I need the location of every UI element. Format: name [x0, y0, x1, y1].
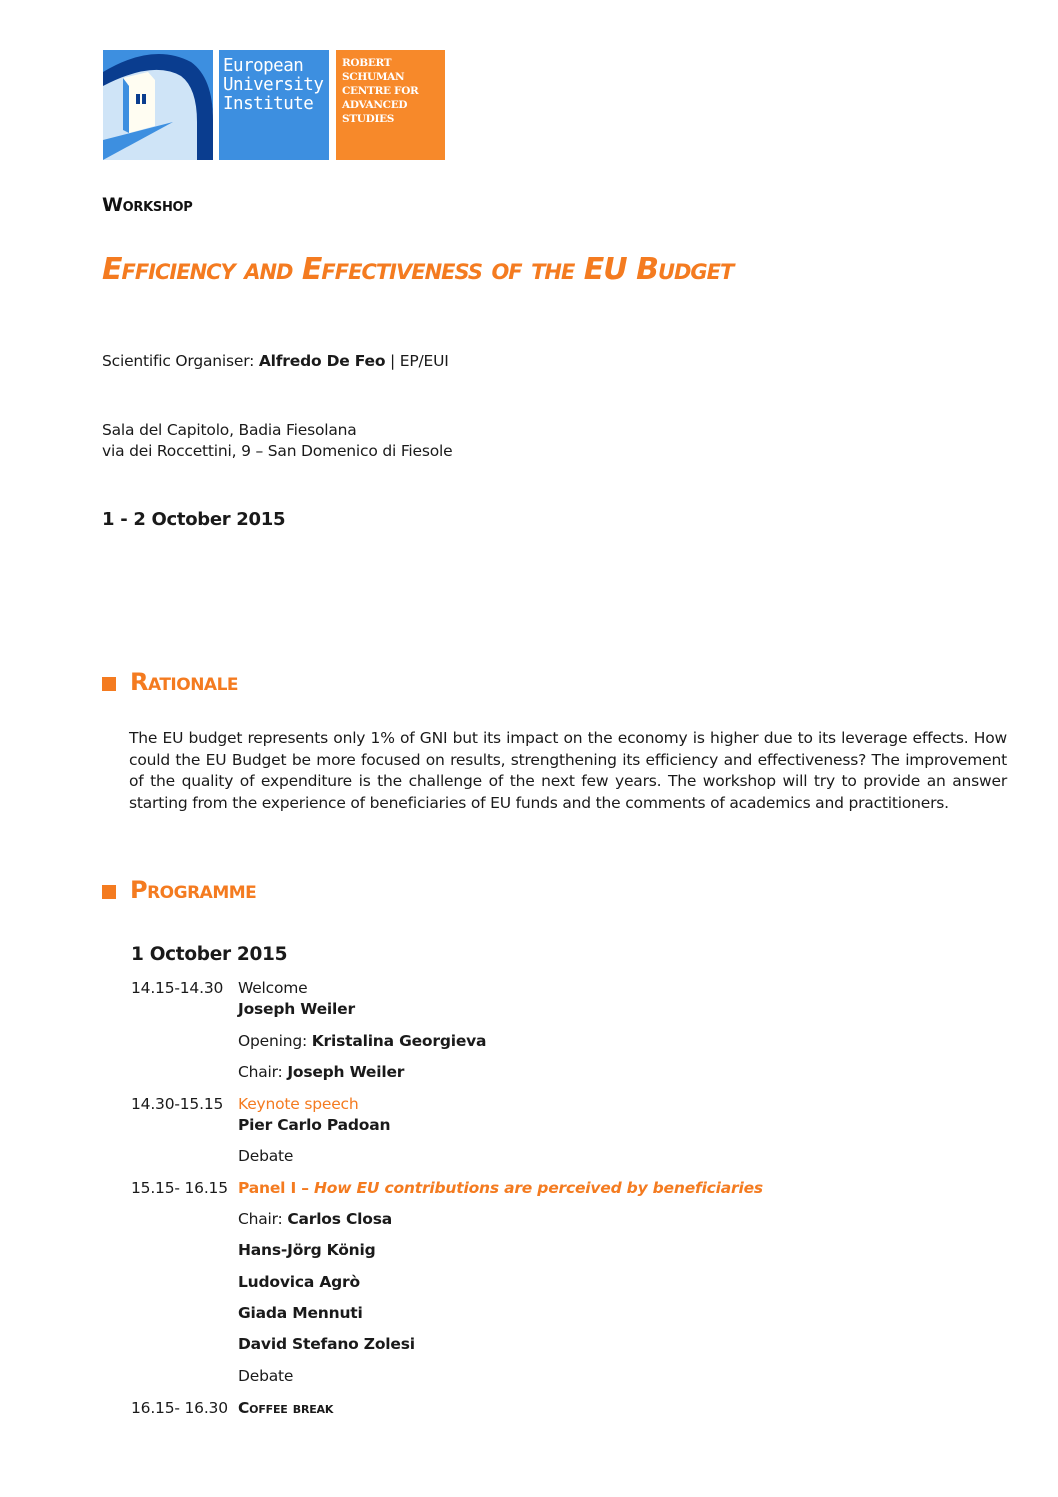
session-opening [238, 1032, 486, 1050]
logo-line: ROBERT [342, 57, 392, 69]
panel-speaker: Ludovica Agrò [238, 1273, 360, 1291]
session-time: 16.15- 16.30 [131, 1399, 228, 1417]
panel-topic: How EU contributions are perceived by beneficiaries [313, 1179, 763, 1197]
venue-line-2: via dei Roccettini, 9 – San Domenico di Fiesole [102, 442, 453, 460]
session-debate: Debate [238, 1367, 294, 1385]
eui-logo-emblem [103, 50, 213, 160]
panel-label: Panel I [238, 1179, 297, 1197]
session-speaker: Joseph Weiler [238, 1000, 355, 1018]
organiser-affiliation: | EP/EUI [385, 352, 449, 370]
session-debate: Debate [238, 1147, 294, 1165]
logo-line: European [223, 56, 304, 76]
section-heading-rationale [102, 668, 238, 696]
chair-label: Chair: [238, 1210, 288, 1228]
event-type: Workshop [102, 194, 193, 216]
logo-line: STUDIES [342, 113, 395, 125]
session-time: 14.30-15.15 [131, 1095, 224, 1113]
programme-day: 1 October 2015 [131, 944, 288, 965]
page-title: Efficiency and Effectiveness of the EU Budget [102, 252, 734, 287]
logo-line: SCHUMAN [342, 71, 405, 83]
square-bullet-icon [102, 677, 116, 691]
panel-separator: – [296, 1179, 314, 1197]
session-chair [238, 1210, 392, 1228]
session-title: Keynote speech [238, 1095, 359, 1113]
eui-logo-name [219, 50, 329, 160]
organiser [102, 352, 449, 370]
panel-speaker: David Stefano Zolesi [238, 1335, 415, 1353]
session-chair [238, 1063, 404, 1081]
section-title: Rationale [130, 668, 239, 696]
venue-line-1: Sala del Capitolo, Badia Fiesolana [102, 421, 357, 439]
event-dates: 1 - 2 October 2015 [102, 509, 286, 530]
chair-name: Joseph Weiler [287, 1063, 405, 1081]
session-title [238, 1179, 763, 1197]
chair-name: Carlos Closa [287, 1210, 392, 1228]
square-bullet-icon [102, 885, 116, 899]
logo-line: University [223, 75, 324, 95]
opening-label: Opening: [238, 1032, 312, 1050]
organiser-name: Alfredo De Feo [258, 352, 386, 370]
rationale-text: The EU budget represents only 1% of GNI but its impact on the economy is higher due to its leverage effects. How could the EU Budget be more focused on results, strengthening its efficiency and effectiveness? The improvement of the quality of expenditure is the challenge of the next few years. The workshop will try to provide an answer starting from the experience of beneficiaries of EU funds and the comments of academics and practitioners. [129, 729, 1007, 812]
panel-speaker: Hans-Jörg König [238, 1241, 376, 1259]
opening-name: Kristalina Georgieva [311, 1032, 487, 1050]
panel-speaker: Giada Mennuti [238, 1304, 363, 1322]
session-speaker: Pier Carlo Padoan [238, 1116, 391, 1134]
logo-line: ADVANCED [342, 99, 408, 111]
rsc-logo [336, 50, 445, 160]
session-time: 14.15-14.30 [131, 979, 224, 997]
logo-line: CENTRE FOR [342, 85, 419, 97]
logo-line: Institute [223, 94, 314, 114]
section-title: Programme [130, 876, 257, 904]
section-heading-programme [102, 876, 256, 904]
session-title: Coffee break [238, 1399, 334, 1417]
organiser-label: Scientific Organiser: [102, 352, 259, 370]
session-title: Welcome [238, 979, 308, 997]
session-time: 15.15- 16.15 [131, 1179, 228, 1197]
chair-label: Chair: [238, 1063, 288, 1081]
